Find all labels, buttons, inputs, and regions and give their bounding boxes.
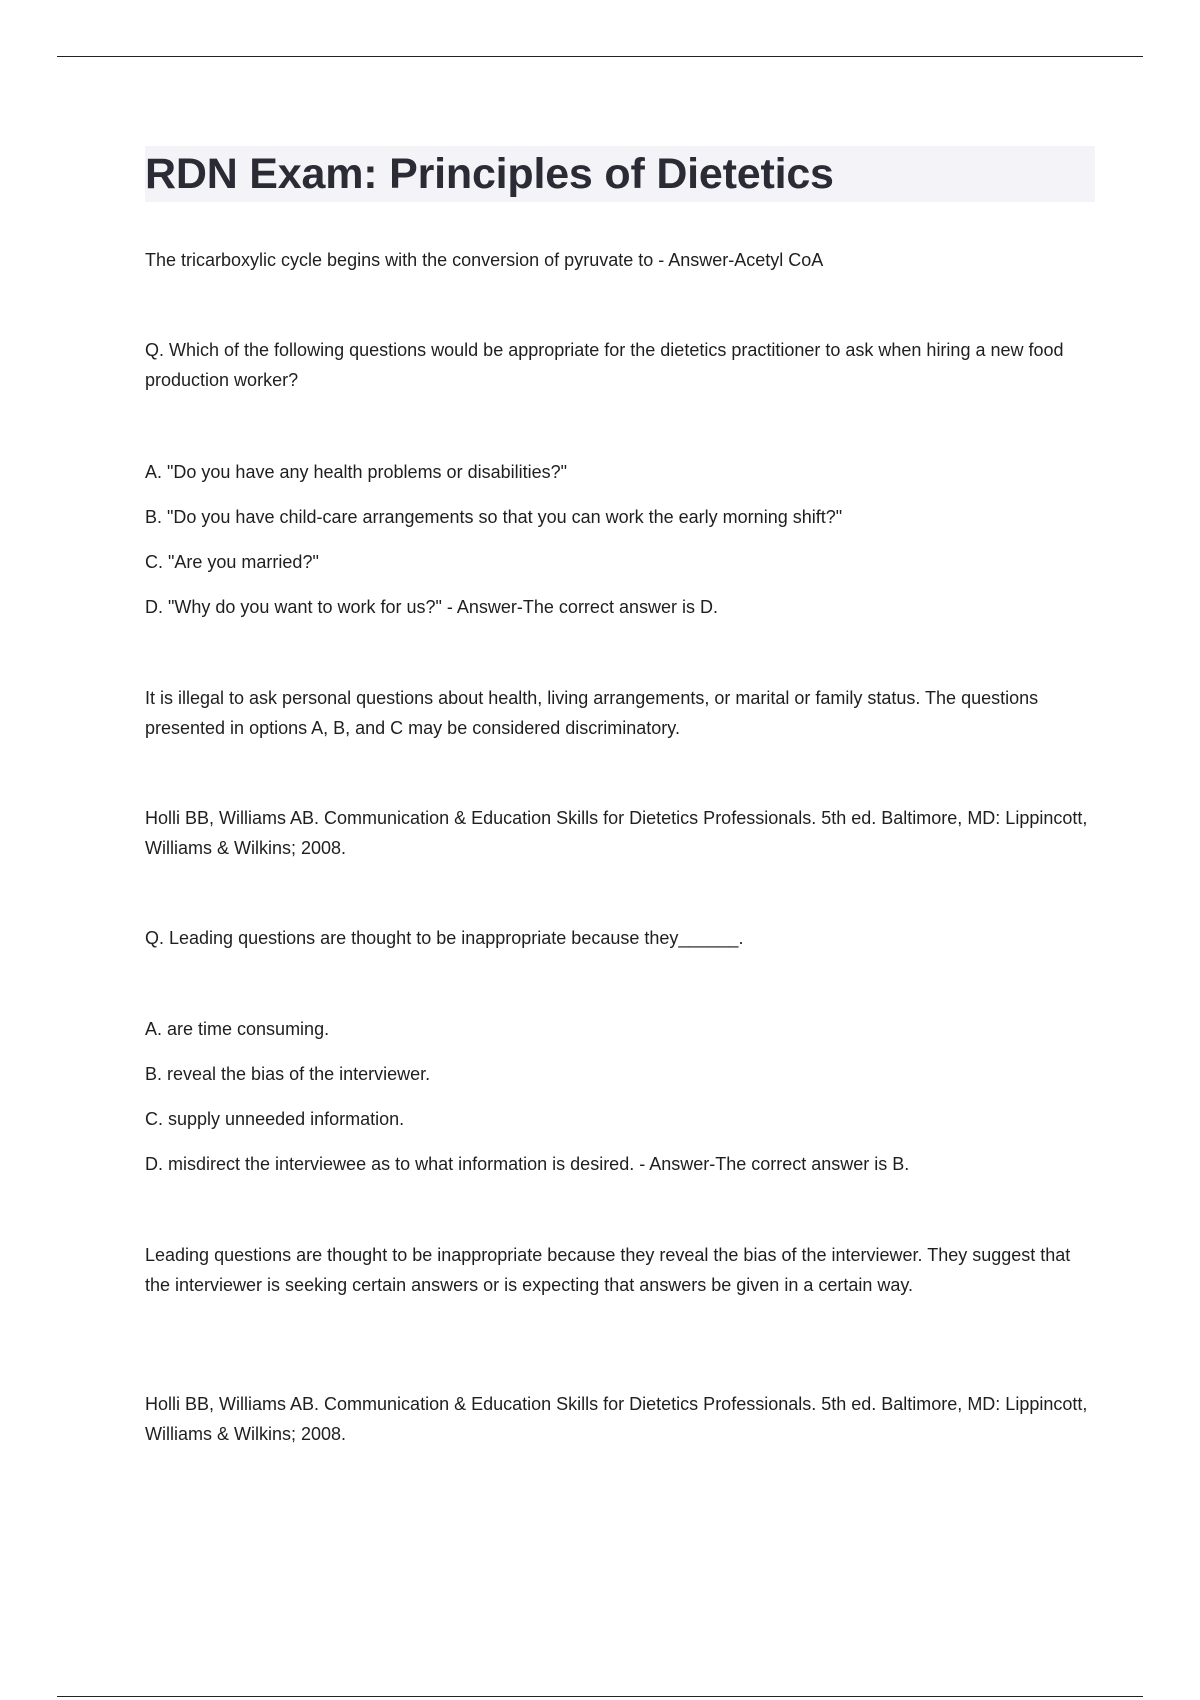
q2-reference-block bbox=[145, 1389, 1095, 1449]
intro-paragraph: The tricarboxylic cycle begins with the conversion of pyruvate to - Answer-Acetyl CoA bbox=[145, 250, 824, 270]
title-box bbox=[145, 146, 1095, 202]
q1-options bbox=[145, 457, 1095, 622]
page-title: RDN Exam: Principles of Dietetics bbox=[145, 149, 834, 198]
q1-explanation: It is illegal to ask personal questions about health, living arrangements, or marital or family status. The questions presented in options A, B, and C may be considered discriminatory. bbox=[145, 688, 1039, 738]
q2-question-block bbox=[145, 923, 1095, 953]
q1-question-block bbox=[145, 335, 1095, 395]
q2-option-a: A. are time consuming. bbox=[145, 1019, 330, 1039]
q2-option-c: C. supply unneeded information. bbox=[145, 1109, 405, 1129]
q1-option-b: B. "Do you have child-care arrangements so that you can work the early morning shift?" bbox=[145, 507, 843, 527]
q2-option-b: B. reveal the bias of the interviewer. bbox=[145, 1064, 431, 1084]
q2-reference: Holli BB, Williams AB. Communication & Education Skills for Dietetics Professionals. 5th ed. Baltimore, MD: Lippincott, Williams & Wilkins; 2008. bbox=[145, 1394, 1088, 1444]
q1-reference: Holli BB, Williams AB. Communication & Education Skills for Dietetics Professionals. 5th ed. Baltimore, MD: Lippincott, Williams & Wilkins; 2008. bbox=[145, 808, 1088, 858]
q2-question: Q. Leading questions are thought to be inappropriate because they______. bbox=[145, 928, 744, 948]
q2-options bbox=[145, 1014, 1095, 1179]
q2-explanation-block bbox=[145, 1240, 1095, 1300]
q1-question: Q. Which of the following questions would be appropriate for the dietetics practitioner to ask when hiring a new food production worker? bbox=[145, 340, 1064, 390]
top-rule bbox=[57, 56, 1143, 57]
q1-option-a: A. "Do you have any health problems or disabilities?" bbox=[145, 462, 568, 482]
q1-explanation-block bbox=[145, 683, 1095, 743]
q2-explanation: Leading questions are thought to be inappropriate because they reveal the bias of the interviewer. They suggest that the interviewer is seeking certain answers or is expecting that answers be given in a certain way. bbox=[145, 1245, 1071, 1295]
q1-option-c: C. "Are you married?" bbox=[145, 552, 319, 572]
title-section bbox=[145, 146, 1095, 202]
q1-option-d: D. "Why do you want to work for us?" - Answer-The correct answer is D. bbox=[145, 597, 718, 617]
q1-reference-block bbox=[145, 803, 1095, 863]
bottom-rule bbox=[57, 1696, 1143, 1697]
q2-option-d: D. misdirect the interviewee as to what information is desired. - Answer-The correct answer is B. bbox=[145, 1154, 910, 1174]
intro-paragraph-block bbox=[145, 245, 1095, 275]
